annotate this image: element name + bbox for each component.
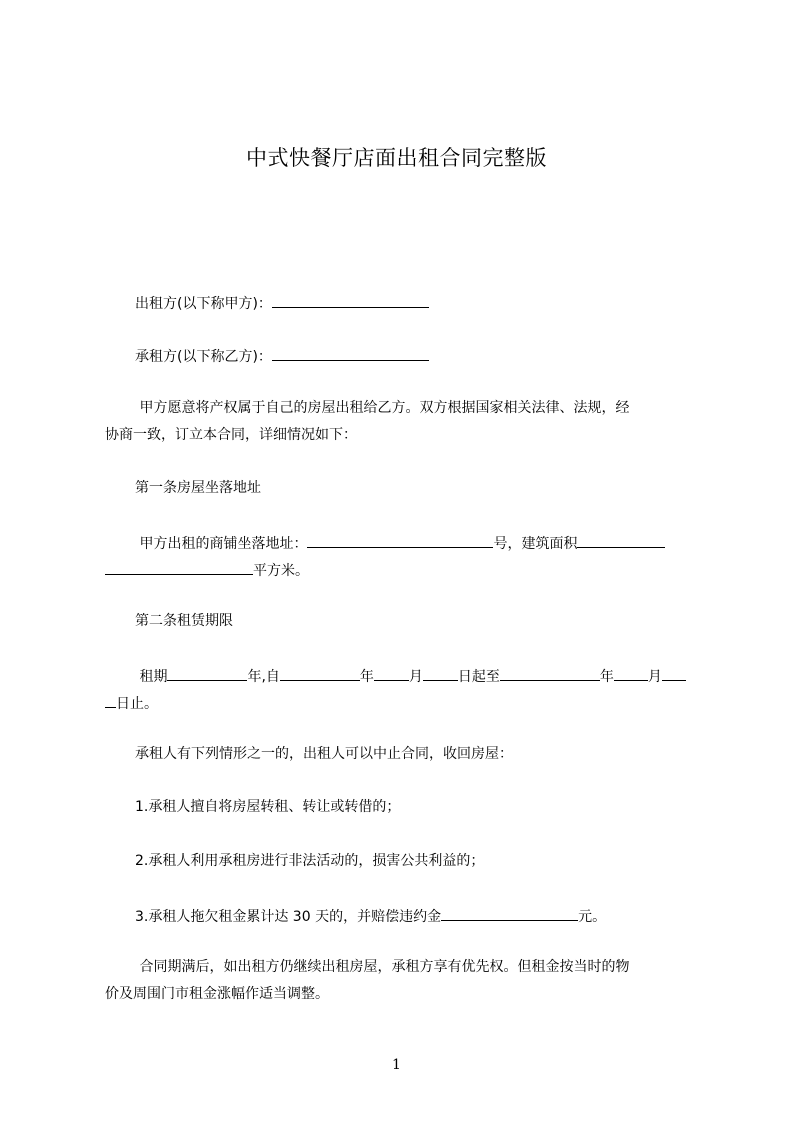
cancel-item-1: 1.承租人擅自将房屋转租、转让或转借的； xyxy=(135,799,401,815)
intro-line-1: 甲方愿意将产权属于自己的房屋出租给乙方。双方根据国家相关法律、法规，经 xyxy=(135,400,630,416)
area-blank-2[interactable] xyxy=(105,559,253,575)
renew-line-1: 合同期满后，如出租方仍继续出租房屋，承租方享有优先权。但租金按当时的物 xyxy=(135,959,630,975)
penalty-unit: 元。 xyxy=(578,909,607,925)
cancel-item-3-text: 3.承租人拖欠租金累计达 30 天的，并赔偿违约金 xyxy=(135,909,442,925)
term-line xyxy=(135,665,705,686)
lessor-blank[interactable] xyxy=(272,292,429,308)
start-month-label: 月 xyxy=(408,669,423,685)
area-unit: 平方米。 xyxy=(253,563,309,579)
end-day-label: 日止。 xyxy=(116,696,158,712)
cancel-intro: 承租人有下列情形之一的，出租人可以中止合同，收回房屋： xyxy=(135,746,513,762)
start-day-blank[interactable] xyxy=(423,665,458,681)
cancel-item-3 xyxy=(135,905,705,926)
area-label: 号，建筑面积 xyxy=(493,536,578,552)
start-day-label: 日起至 xyxy=(457,669,500,685)
address-label: 甲方出租的商铺坐落地址： xyxy=(135,536,308,552)
term-line-2 xyxy=(105,692,675,713)
start-year-blank[interactable] xyxy=(280,665,360,681)
area-line-2 xyxy=(105,559,675,580)
lessee-blank[interactable] xyxy=(272,345,429,361)
lessor-line xyxy=(135,292,705,313)
term-label: 租期 xyxy=(135,669,168,685)
end-month-blank[interactable] xyxy=(614,665,648,681)
term-from-label: 年,自 xyxy=(247,669,280,685)
intro-line-2: 协商一致，订立本合同，详细情况如下： xyxy=(105,427,357,443)
address-line xyxy=(135,532,705,553)
article1-title: 第一条房屋坐落地址 xyxy=(135,480,261,496)
end-year-blank[interactable] xyxy=(500,665,600,681)
lessor-label: 出租方(以下称甲方)： xyxy=(135,296,272,312)
penalty-blank[interactable] xyxy=(441,905,578,921)
end-month-label: 月 xyxy=(647,669,662,685)
area-blank-1[interactable] xyxy=(577,532,665,548)
term-years-blank[interactable] xyxy=(167,665,247,681)
end-day-blank-2[interactable] xyxy=(105,692,116,708)
end-day-blank-1[interactable] xyxy=(662,665,686,681)
address-blank[interactable] xyxy=(307,532,493,548)
start-month-blank[interactable] xyxy=(374,665,409,681)
start-year-label: 年 xyxy=(359,669,374,685)
page-number: 1 xyxy=(392,1057,401,1073)
end-year-label: 年 xyxy=(599,669,614,685)
cancel-item-2: 2.承租人利用承租房进行非法活动的，损害公共利益的； xyxy=(135,853,485,869)
renew-line-2: 价及周围门市租金涨幅作适当调整。 xyxy=(105,986,329,1002)
lessee-label: 承租方(以下称乙方)： xyxy=(135,349,272,365)
lessee-line xyxy=(135,345,705,366)
document-title: 中式快餐厅店面出租合同完整版 xyxy=(246,146,547,170)
article2-title: 第二条租赁期限 xyxy=(135,613,233,629)
